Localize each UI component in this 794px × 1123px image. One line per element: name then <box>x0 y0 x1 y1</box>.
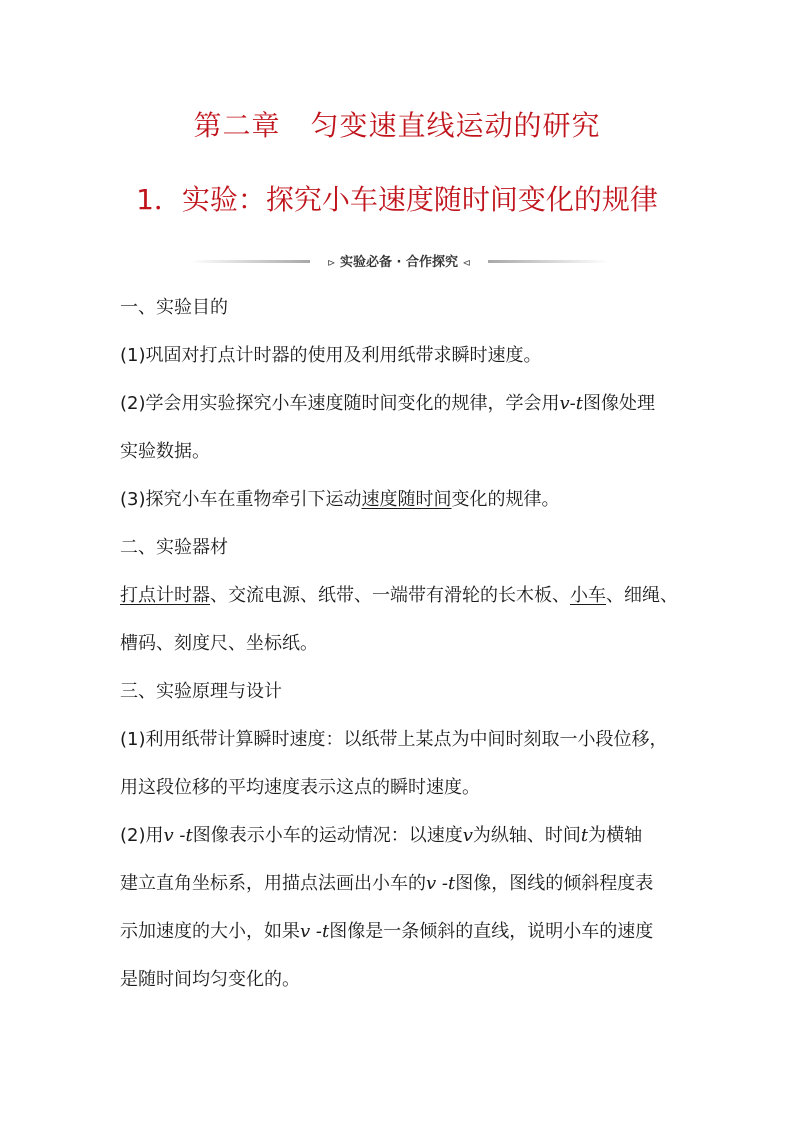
left-arrow-icon: ⊲ <box>462 258 471 269</box>
purpose-item-2-text-b: 图像处理 <box>582 393 655 414</box>
purpose-item-2-line-1 <box>120 380 680 428</box>
purpose-item-2-text-a: (2)学会用实验探究小车速度随时间变化的规律，学会用 <box>120 393 560 414</box>
principle-2-text-g: 示加速度的大小，如果 <box>120 921 300 942</box>
vt-symbol: v -t <box>426 873 456 894</box>
equipment-line-1 <box>120 572 680 620</box>
principle-2-text-d: 为横轴 <box>588 825 643 846</box>
vt-symbol: v -t <box>300 921 330 942</box>
content-body <box>120 284 680 1004</box>
equipment-line-2: 槽码、刻度尺、坐标纸。 <box>120 633 318 654</box>
purpose-heading: 一、实验目的 <box>120 297 228 318</box>
equipment-heading: 二、实验器材 <box>120 537 228 558</box>
v-symbol: v <box>462 825 473 846</box>
principle-2-text-h: 图像是一条倾斜的直线，说明小车的速度 <box>329 921 654 942</box>
section-title: 1．实验：探究小车速度随时间变化的规律 <box>136 183 658 216</box>
vt-symbol: v -t <box>163 825 193 846</box>
principle-2-text-a: (2)用 <box>120 825 164 846</box>
purpose-item-3-text-b: 变化的规律。 <box>451 489 560 510</box>
right-arrow-icon: ⊳ <box>327 258 336 269</box>
principle-1-line-2: 用这段位移的平均速度表示这点的瞬时速度。 <box>120 777 480 798</box>
purpose-item-2-line-2: 实验数据。 <box>120 441 210 462</box>
purpose-item-3 <box>120 476 680 524</box>
principle-2-text-c: 为纵轴、时间 <box>472 825 581 846</box>
principle-2-line-2 <box>120 860 680 908</box>
purpose-item-3-underlined: 速度随时间 <box>361 489 452 510</box>
divider-label-group <box>310 251 488 270</box>
principle-2-line-4: 是随时间均匀变化的。 <box>120 969 300 990</box>
divider-line-left <box>190 260 310 263</box>
principle-2-line-1 <box>120 812 680 860</box>
chapter-name: 匀变速直线运动的研究 <box>310 109 601 142</box>
chapter-title <box>0 104 794 144</box>
t-symbol: t <box>580 825 589 846</box>
principle-heading: 三、实验原理与设计 <box>120 681 282 702</box>
principle-2-text-b: 图像表示小车的运动情况：以速度 <box>192 825 463 846</box>
purpose-item-1: (1)巩固对打点计时器的使用及利用纸带求瞬时速度。 <box>120 345 542 366</box>
principle-2-text-f: 图像，图线的倾斜程度表 <box>455 873 654 894</box>
section-divider <box>190 250 608 272</box>
divider-line-right <box>488 260 608 263</box>
principle-2-line-3 <box>120 908 680 956</box>
equipment-text-b: 、细绳、 <box>606 585 678 606</box>
equipment-text-a: 、交流电源、纸带、一端带有滑轮的长木板、 <box>210 585 570 606</box>
chapter-number: 第二章 <box>193 109 281 142</box>
equipment-timer: 打点计时器 <box>120 585 210 606</box>
principle-2-text-e: 建立直角坐标系，用描点法画出小车的 <box>120 873 426 894</box>
divider-label: 实验必备 · 合作探究 <box>340 255 458 270</box>
equipment-cart: 小车 <box>570 585 606 606</box>
principle-1-line-1: (1)利用纸带计算瞬时速度：以纸带上某点为中间时刻取一小段位移， <box>120 729 668 750</box>
purpose-item-3-text-a: (3)探究小车在重物牵引下运动 <box>120 489 362 510</box>
vt-symbol: v-t <box>559 393 583 414</box>
